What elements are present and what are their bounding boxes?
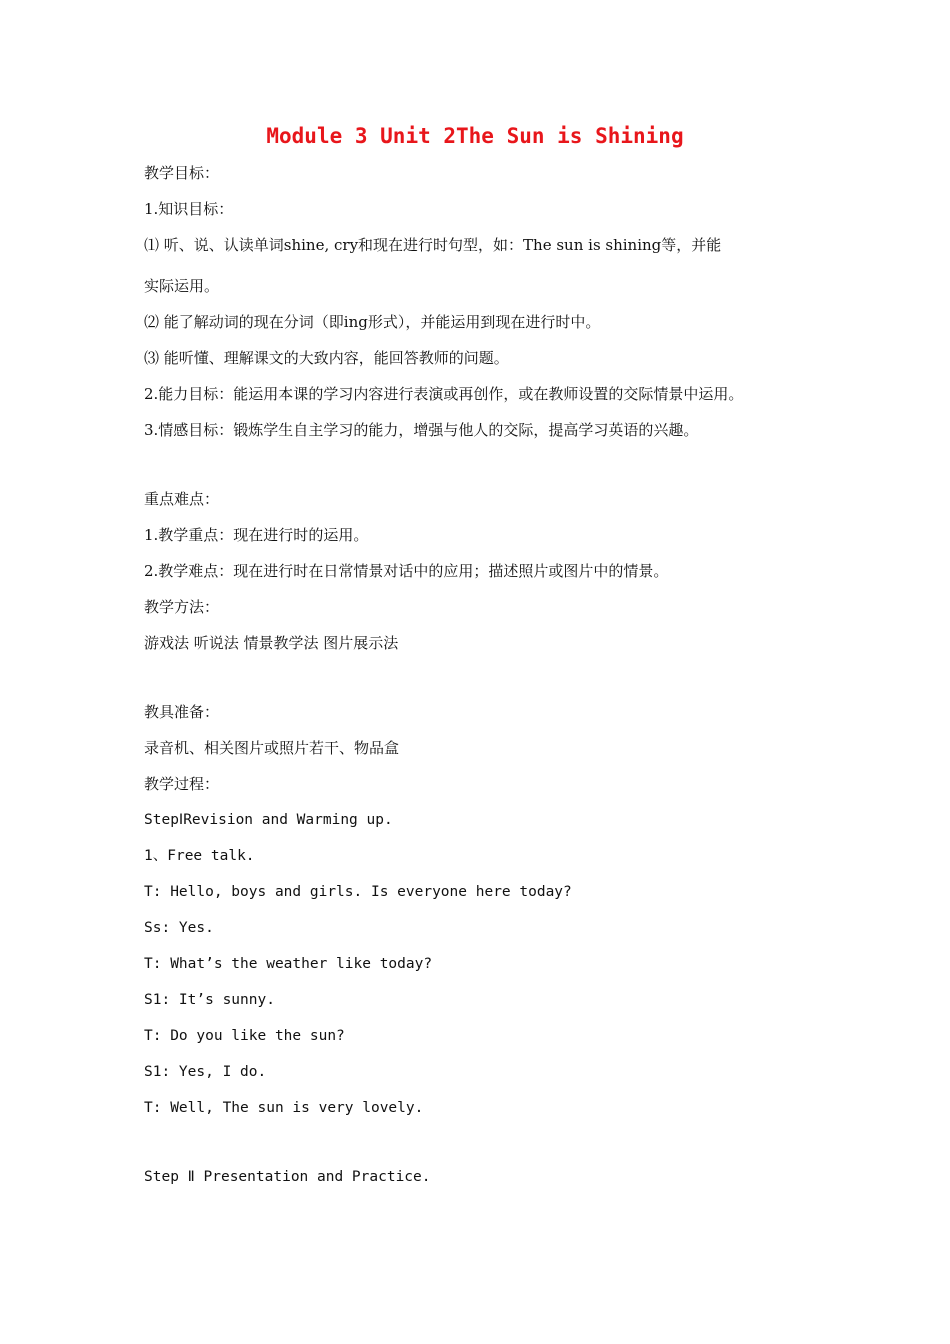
key-point-difficulty: 2.教学难点：现在进行时在日常情景对话中的应用；描述照片或图片中的情景。 [144,562,669,580]
objective-ability: 2.能力目标：能运用本课的学习内容进行表演或再创作，或在教师设置的交际情景中运用。 [144,385,744,403]
dialogue-line: S1: It’s sunny. [144,992,275,1008]
knowledge-item-1: ⑴ 听、说、认读单词shine, cry和现在进行时句型，如：The sun is shining等，并能 [144,236,722,254]
dialogue-line: T: What’s the weather like today? [144,956,433,972]
free-talk-heading: 1、Free talk. [144,848,255,864]
materials-list: 录音机、相关图片或照片若干、物品盒 [144,739,400,757]
section-heading-objectives: 教学目标： [144,164,220,182]
dialogue-line: T: Well, The sun is very lovely. [144,1100,424,1116]
objective-emotion: 3.情感目标：锻炼学生自主学习的能力，增强与他人的交际，提高学习英语的兴趣。 [144,421,699,439]
dialogue-line: S1: Yes, I do. [144,1064,267,1080]
section-heading-process: 教学过程： [144,775,220,793]
knowledge-item-2: ⑵ 能了解动词的现在分词（即ing形式），并能运用到现在进行时中。 [144,313,601,331]
objective-knowledge-heading: 1.知识目标： [144,200,234,218]
knowledge-item-3: ⑶ 能听懂、理解课文的大致内容，能回答教师的问题。 [144,349,509,367]
dialogue-line: T: Do you like the sun? [144,1028,345,1044]
dialogue-line: Ss: Yes. [144,920,214,936]
section-heading-materials: 教具准备： [144,703,220,721]
document-title: Module 3 Unit 2The Sun is Shining [266,124,684,148]
step-2-heading: Step Ⅱ Presentation and Practice. [144,1169,431,1185]
key-point-focus: 1.教学重点：现在进行时的运用。 [144,526,369,544]
dialogue-line: T: Hello, boys and girls. Is everyone here today? [144,884,572,900]
methods-list: 游戏法 听说法 情景教学法 图片展示法 [144,634,399,652]
section-heading-methods: 教学方法： [144,598,220,616]
section-heading-key-points: 重点难点： [144,490,220,508]
knowledge-item-1-continued: 实际运用。 [144,277,220,295]
step-1-heading: StepⅠRevision and Warming up. [144,812,393,828]
